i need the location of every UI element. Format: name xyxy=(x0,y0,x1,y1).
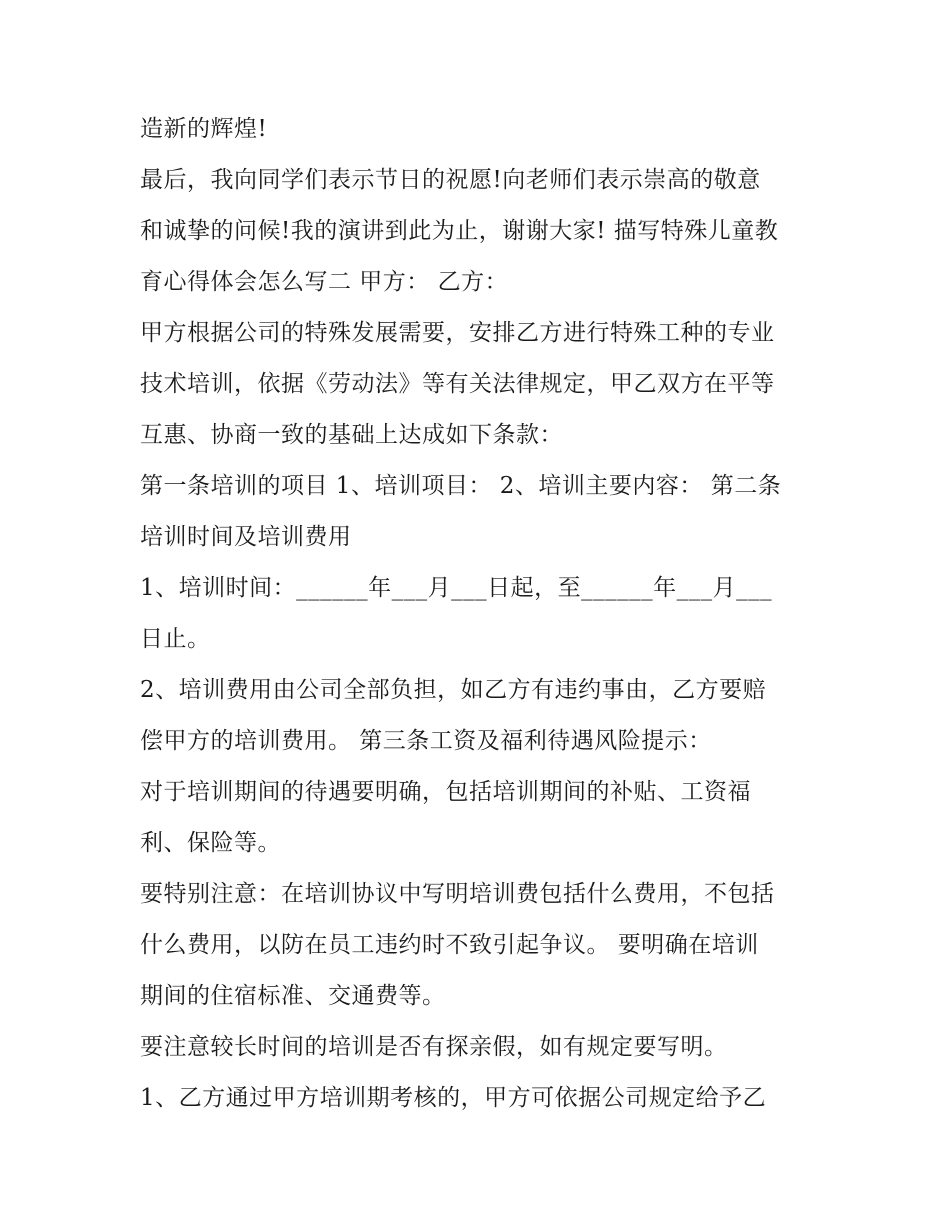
text-line: 1、培训时间：______年___月___日起，至______年___月___ xyxy=(140,575,773,601)
text-line: 育心得体会怎么写二 甲方： 乙方： xyxy=(140,269,509,295)
text-line: 和诚挚的问候!我的演讲到此为止，谢谢大家! 描写特殊儿童教 xyxy=(140,218,779,244)
document-body xyxy=(140,104,820,1124)
text-line: 要特别注意：在培训协议中写明培训费包括什么费用，不包括 xyxy=(140,881,775,907)
text-line: 第一条培训的项目 1、培训项目： 2、培训主要内容： 第二条 xyxy=(140,473,782,499)
text-line: 要注意较长时间的培训是否有探亲假，如有规定要写明。 xyxy=(140,1034,728,1060)
text-line: 技术培训，依据《劳动法》等有关法律规定，甲乙双方在平等 xyxy=(140,371,775,397)
text-line: 利、保险等。 xyxy=(140,830,281,856)
text-line: 造新的辉煌! xyxy=(140,116,268,142)
text-line: 偿甲方的培训费用。 第三条工资及福利待遇风险提示： xyxy=(140,728,712,754)
text-line: 对于培训期间的待遇要明确，包括培训期间的补贴、工资福 xyxy=(140,779,751,805)
text-line: 互惠、协商一致的基础上达成如下条款： xyxy=(140,422,563,448)
text-line: 培训时间及培训费用 xyxy=(140,524,352,550)
text-line: 日止。 xyxy=(140,626,211,652)
text-line: 什么费用，以防在员工违约时不致引起争议。 要明确在培训 xyxy=(140,932,759,958)
text-line: 甲方根据公司的特殊发展需要，安排乙方进行特殊工种的专业 xyxy=(140,320,775,346)
text-line: 最后，我向同学们表示节日的祝愿!向老师们表示崇高的敬意 xyxy=(140,167,761,193)
text-line: 期间的住宿标准、交通费等。 xyxy=(140,983,446,1009)
text-line: 1、乙方通过甲方培训期考核的，甲方可依据公司规定给予乙 xyxy=(140,1085,767,1111)
text-line: 2、培训费用由公司全部负担，如乙方有违约事由，乙方要赔 xyxy=(140,677,767,703)
